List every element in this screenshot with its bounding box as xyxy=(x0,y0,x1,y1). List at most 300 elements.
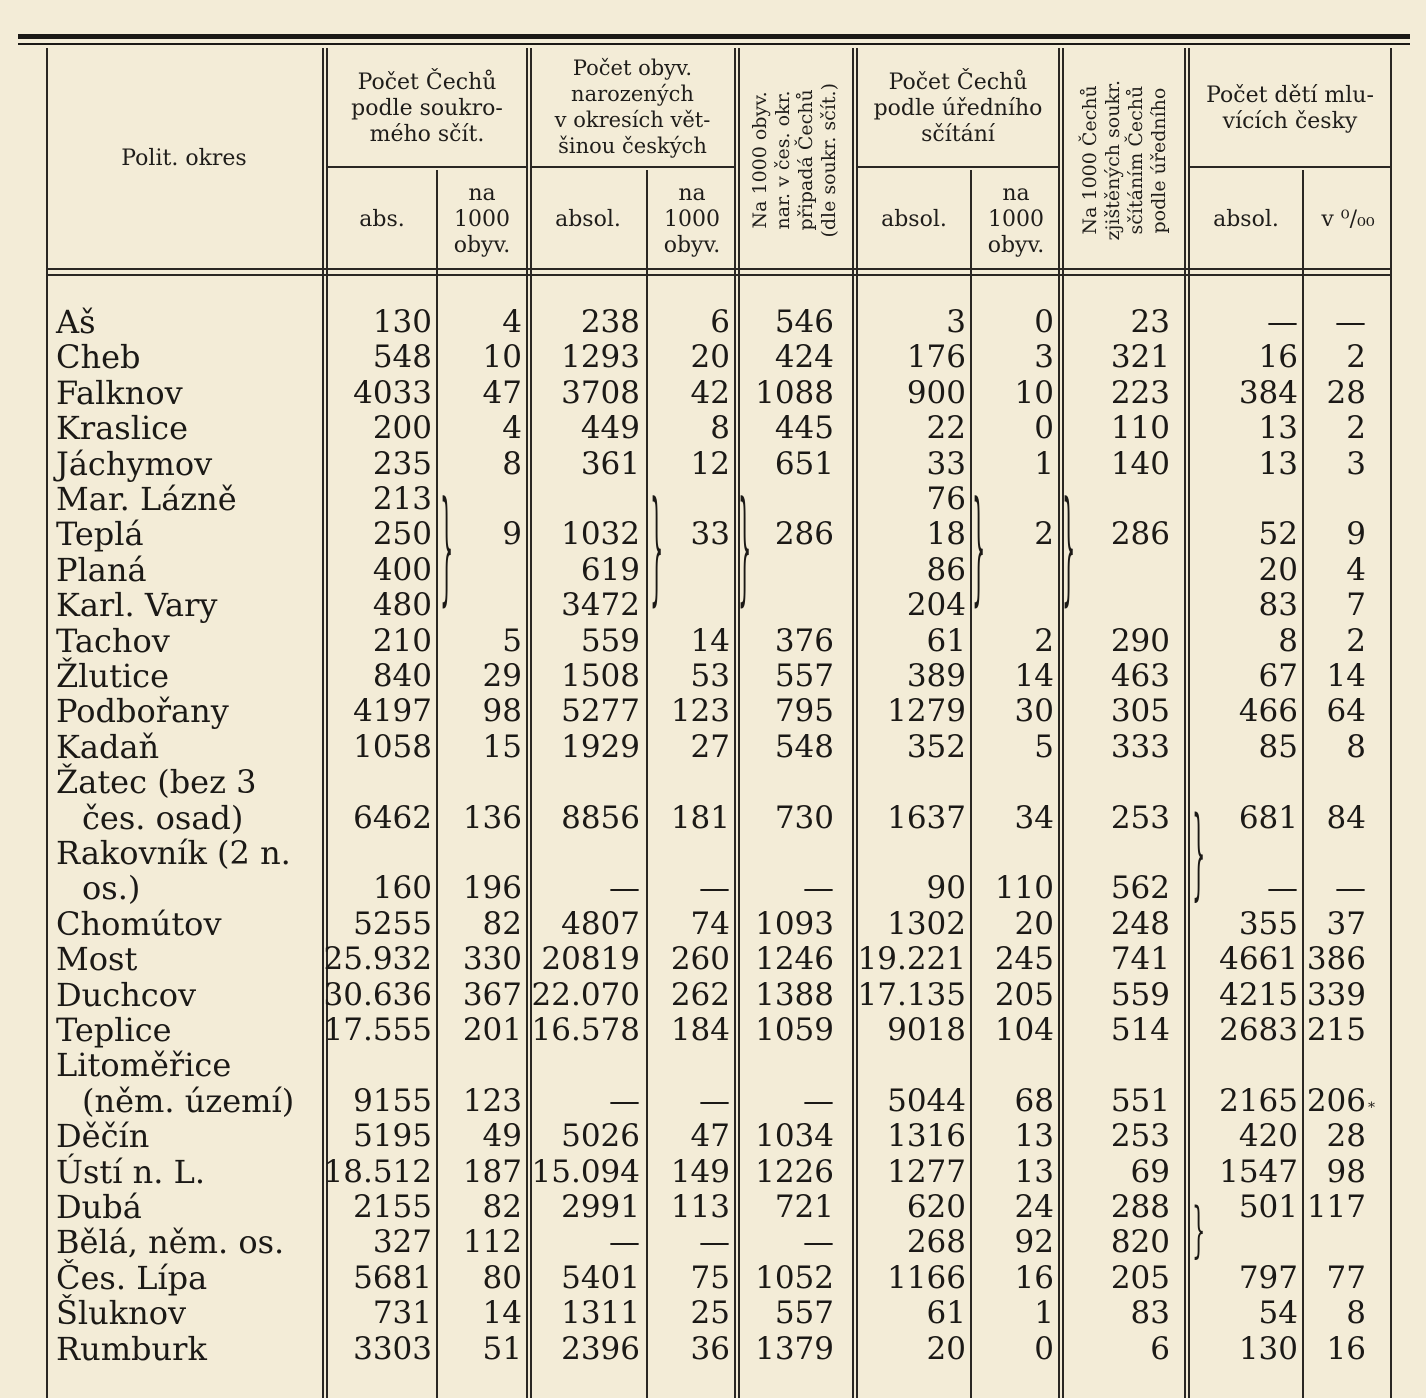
cell-c3: — xyxy=(609,1224,640,1261)
cell-c1: 1058 xyxy=(353,728,432,765)
cell-c5: 286 xyxy=(774,516,834,553)
row-name: Jáchymov xyxy=(56,444,213,483)
cell-c2: 196 xyxy=(462,870,522,907)
header-polit-okres: Polit. okres xyxy=(121,146,247,171)
header-pocet-obyv-narozenych: Počet obyv. narozených v okresích vět- šinou českých xyxy=(554,56,711,158)
cell-c1: 160 xyxy=(372,870,432,907)
cell-c5: 730 xyxy=(774,799,834,836)
table-top-rule-thick xyxy=(18,34,1410,39)
grid-vline xyxy=(1184,48,1186,1398)
cell-c6: 86 xyxy=(926,551,966,588)
subheader-abs: abs. xyxy=(359,207,405,232)
cell-c7: 10 xyxy=(1014,374,1054,411)
cell-c4: 6 xyxy=(710,304,730,340)
cell-c5: 548 xyxy=(774,728,834,765)
cell-c7: 205 xyxy=(994,976,1054,1013)
grid-hline xyxy=(46,274,1390,276)
cell-c9: 355 xyxy=(1238,905,1298,942)
row-name: Kraslice xyxy=(56,409,189,448)
row-name: Falknov xyxy=(56,373,183,412)
cell-c1: 6462 xyxy=(353,799,432,836)
subheader-na1000-b: na 1000 obyv. xyxy=(663,181,721,258)
cell-c7: 110 xyxy=(994,870,1054,907)
row-name: Rakovník (2 n. xyxy=(56,834,291,872)
cell-c8: 559 xyxy=(1110,976,1170,1013)
cell-c2: 330 xyxy=(462,941,522,978)
cell-c3: 3472 xyxy=(561,587,640,624)
grid-vline xyxy=(1062,48,1064,1398)
cell-c2: 80 xyxy=(482,1259,522,1296)
cell-c1: 4197 xyxy=(353,693,432,730)
cell-c5: 795 xyxy=(774,693,834,730)
cell-c5: 1246 xyxy=(755,941,834,978)
cell-c9: 4215 xyxy=(1219,976,1298,1013)
cell-c10: 386 xyxy=(1306,941,1366,978)
row-name: os.) xyxy=(82,869,141,908)
cell-c10: 28 xyxy=(1326,1118,1366,1155)
cell-c8: 514 xyxy=(1110,1012,1170,1048)
cell-c6: 33 xyxy=(926,445,966,482)
row-name: Teplice xyxy=(56,1011,172,1049)
cell-c6: 5044 xyxy=(887,1082,966,1119)
cell-c2: 201 xyxy=(462,1012,522,1048)
brace-na1000-c: } xyxy=(1062,477,1076,622)
grid-hline xyxy=(530,166,734,168)
cell-c4: 25 xyxy=(690,1295,730,1332)
row-name: Žatec (bez 3 xyxy=(56,763,257,802)
cell-c2: 4 xyxy=(502,304,522,340)
row-name: Duchcov xyxy=(56,975,197,1014)
cell-c1: 5681 xyxy=(353,1259,432,1296)
cell-c3: 3708 xyxy=(561,374,640,411)
subheader-promille-d: v ⁰/₀₀ xyxy=(1321,207,1375,232)
header-pocet-cechu-uredni: Počet Čechů podle úředního sčítání xyxy=(873,70,1043,147)
cell-c2: 82 xyxy=(482,1189,522,1225)
row-name: Bělá, něm. os. xyxy=(56,1223,285,1262)
cell-c7: 0 xyxy=(1034,304,1054,340)
cell-c10: 2 xyxy=(1346,622,1366,659)
cell-c2: 49 xyxy=(482,1118,522,1155)
cell-c10: 37 xyxy=(1326,905,1366,942)
cell-c2: 187 xyxy=(462,1153,522,1190)
cell-c8: 741 xyxy=(1110,941,1170,978)
cell-c8: 253 xyxy=(1110,1118,1170,1155)
cell-c6: 1277 xyxy=(887,1153,966,1190)
cell-c6: 268 xyxy=(906,1224,966,1261)
cell-c8: 333 xyxy=(1110,728,1170,765)
grid-vline xyxy=(970,170,972,1398)
cell-c6: 389 xyxy=(906,658,966,694)
cell-c4: 14 xyxy=(690,622,730,659)
brace-absol-b: } xyxy=(650,477,664,622)
cell-c7: 20 xyxy=(1014,905,1054,942)
cell-c4: 42 xyxy=(690,374,730,411)
cell-c7: 245 xyxy=(994,941,1054,978)
cell-c3: 238 xyxy=(580,304,640,340)
cell-c1: 213 xyxy=(372,481,432,517)
cell-c10: 98 xyxy=(1326,1153,1366,1190)
cell-c1: 235 xyxy=(372,445,432,482)
cell-c1: 5255 xyxy=(353,905,432,942)
cell-c1: 9155 xyxy=(353,1082,432,1119)
cell-c4: 27 xyxy=(690,728,730,765)
cell-c6: 22 xyxy=(926,410,966,447)
cell-c6: 17.135 xyxy=(857,976,966,1013)
cell-c8: 463 xyxy=(1110,658,1170,694)
row-name: Chomútov xyxy=(56,904,222,943)
cell-c1: 840 xyxy=(372,658,432,694)
cell-c3: 5401 xyxy=(561,1259,640,1296)
cell-c8: 6 xyxy=(1150,1330,1170,1367)
cell-c9: — xyxy=(1267,304,1298,340)
cell-c5: 445 xyxy=(774,410,834,447)
row-name: Dubá xyxy=(56,1188,142,1226)
cell-c8: 290 xyxy=(1110,622,1170,659)
cell-c10: 8 xyxy=(1346,1295,1366,1332)
cell-c3: 619 xyxy=(580,551,640,588)
cell-c9: 797 xyxy=(1238,1259,1298,1296)
cell-c6: 61 xyxy=(926,622,966,659)
cell-c10: 117 xyxy=(1306,1189,1366,1225)
cell-c8: 253 xyxy=(1110,799,1170,836)
cell-c8: 140 xyxy=(1110,445,1170,482)
cell-c9: 52 xyxy=(1258,516,1298,553)
cell-c4: 123 xyxy=(670,693,730,730)
cell-c6: 20 xyxy=(926,1330,966,1367)
cell-c8: 562 xyxy=(1110,870,1170,907)
cell-c3: 5277 xyxy=(561,693,640,730)
cell-c9: 2165 xyxy=(1219,1082,1298,1119)
brace-deti-zatec: } xyxy=(1192,798,1206,914)
cell-c3: 1293 xyxy=(561,339,640,376)
cell-c7: 5 xyxy=(1034,728,1054,765)
cell-c4: 12 xyxy=(690,445,730,482)
cell-c9: 501 xyxy=(1238,1189,1298,1225)
cell-c7: 1 xyxy=(1034,445,1054,482)
subheader-na1000-c: na 1000 obyv. xyxy=(987,181,1045,258)
cell-c9: 4661 xyxy=(1219,941,1298,978)
cell-c8: 820 xyxy=(1110,1224,1170,1261)
cell-c10: 3 xyxy=(1346,445,1366,482)
cell-c7: 92 xyxy=(1014,1224,1054,1261)
cell-c9: — xyxy=(1267,870,1298,907)
header-pocet-cechu-soukr: Počet Čechů podle soukro- mého sčít. xyxy=(351,70,503,147)
header-na-1000-obyv-nar: Na 1000 obyv. nar. v čes. okr. připadá Čechů (dle soukr. sčít.) xyxy=(749,82,840,238)
cell-c10: 4 xyxy=(1346,551,1366,588)
grid-hline xyxy=(326,166,526,168)
cell-c1: 480 xyxy=(372,587,432,624)
cell-c3: 8856 xyxy=(561,799,640,836)
cell-c6: 176 xyxy=(906,339,966,376)
cell-c10: 14 xyxy=(1326,658,1366,694)
cell-c8: 69 xyxy=(1130,1153,1170,1190)
cell-c7: 13 xyxy=(1014,1153,1054,1190)
cell-c6: 352 xyxy=(906,728,966,765)
cell-c6: 1637 xyxy=(887,799,966,836)
cell-c5: 376 xyxy=(774,622,834,659)
cell-c3: 1929 xyxy=(561,728,640,765)
cell-c5: — xyxy=(803,1224,834,1261)
cell-c3: — xyxy=(609,1082,640,1119)
cell-c1: 250 xyxy=(372,516,432,553)
grid-vline xyxy=(852,48,854,1398)
cell-c2: 10 xyxy=(482,339,522,376)
cell-c6: 204 xyxy=(906,587,966,624)
cell-c9: 16 xyxy=(1258,339,1298,376)
cell-c3: 559 xyxy=(580,622,640,659)
cell-c3: 20819 xyxy=(541,941,640,978)
cell-c6: 90 xyxy=(926,870,966,907)
cell-c1: 327 xyxy=(372,1224,432,1261)
cell-c6: 620 xyxy=(906,1189,966,1225)
grid-vline xyxy=(1058,48,1060,1398)
cell-c10: 64 xyxy=(1326,693,1366,730)
grid-vline xyxy=(1390,48,1392,1398)
cell-c9: 130 xyxy=(1238,1330,1298,1367)
cell-c3: 1508 xyxy=(561,658,640,694)
cell-c4: 262 xyxy=(670,976,730,1013)
cell-c7: 3 xyxy=(1034,339,1054,376)
cell-c1: 210 xyxy=(372,622,432,659)
cell-c6: 9018 xyxy=(887,1012,966,1048)
cell-c1: 2155 xyxy=(353,1189,432,1225)
cell-c1: 17.555 xyxy=(323,1012,432,1048)
cell-c4: 33 xyxy=(690,516,730,553)
cell-c6: 1279 xyxy=(887,693,966,730)
cell-c2: 14 xyxy=(482,1295,522,1332)
cell-c9: 681 xyxy=(1238,799,1298,836)
cell-c9: 83 xyxy=(1258,587,1298,624)
header-pocet-deti: Počet dětí mlu- vících česky xyxy=(1206,83,1374,134)
cell-c2: 4 xyxy=(502,410,522,447)
cell-c1: 4033 xyxy=(353,374,432,411)
row-name: čes. osad) xyxy=(82,798,244,837)
row-name: Tachov xyxy=(56,621,170,660)
cell-c4: 260 xyxy=(670,941,730,978)
cell-c4: 74 xyxy=(690,905,730,942)
cell-c3: 4807 xyxy=(561,905,640,942)
row-name: Mar. Lázně xyxy=(56,480,237,518)
cell-c1: 18.512 xyxy=(323,1153,432,1190)
cell-c3: 2396 xyxy=(561,1330,640,1367)
cell-c1: 400 xyxy=(372,551,432,588)
brace-deti-duba: } xyxy=(1192,1196,1206,1266)
cell-c9: 67 xyxy=(1258,658,1298,694)
cell-c3: 361 xyxy=(580,445,640,482)
cell-c7: 16 xyxy=(1014,1259,1054,1296)
cell-c2: 123 xyxy=(462,1082,522,1119)
brace-absol-c: } xyxy=(972,477,986,622)
cell-c4: 113 xyxy=(670,1189,730,1225)
cell-c10: 215 xyxy=(1306,1012,1366,1048)
cell-c8: 248 xyxy=(1110,905,1170,942)
cell-c6: 61 xyxy=(926,1295,966,1332)
cell-c2: 367 xyxy=(462,976,522,1013)
brace-na1000-b: } xyxy=(738,477,752,622)
cell-c9: 85 xyxy=(1258,728,1298,765)
cell-c1: 30.636 xyxy=(323,976,432,1013)
cell-c7: 14 xyxy=(1014,658,1054,694)
cell-c4: — xyxy=(699,870,730,907)
row-name: Žlutice xyxy=(56,657,170,695)
cell-c3: 22.070 xyxy=(531,976,640,1013)
row-name: Karl. Vary xyxy=(56,586,218,625)
cell-c2: 8 xyxy=(502,445,522,482)
cell-c7: 2 xyxy=(1034,622,1054,659)
cell-c6: 1316 xyxy=(887,1118,966,1155)
cell-c6: 900 xyxy=(906,374,966,411)
cell-c8: 223 xyxy=(1110,374,1170,411)
cell-c8: 110 xyxy=(1110,410,1170,447)
cell-c5: 721 xyxy=(774,1189,834,1225)
cell-c4: 75 xyxy=(690,1259,730,1296)
footnote-mark: * xyxy=(1368,1100,1375,1116)
subheader-absol-b: absol. xyxy=(555,207,621,232)
cell-c8: 288 xyxy=(1110,1189,1170,1225)
grid-vline xyxy=(734,48,736,1398)
row-name: Podbořany xyxy=(56,692,229,731)
subheader-na1000-a: na 1000 obyv. xyxy=(453,181,511,258)
cell-c4: 181 xyxy=(670,799,730,836)
cell-c6: 1166 xyxy=(887,1259,966,1296)
grid-hline xyxy=(856,166,1058,168)
row-name: Kadaň xyxy=(56,727,160,766)
cell-c5: — xyxy=(803,1082,834,1119)
cell-c10: 7 xyxy=(1346,587,1366,624)
cell-c10: — xyxy=(1335,870,1366,907)
cell-c10: 2 xyxy=(1346,410,1366,447)
cell-c2: 112 xyxy=(462,1224,522,1261)
cell-c10: 28 xyxy=(1326,374,1366,411)
row-name: Most xyxy=(56,940,138,979)
cell-c1: 5195 xyxy=(353,1118,432,1155)
cell-c10: 77 xyxy=(1326,1259,1366,1296)
row-name: Aš xyxy=(56,303,96,341)
cell-c6: 1302 xyxy=(887,905,966,942)
cell-c8: 205 xyxy=(1110,1259,1170,1296)
cell-c3: 16.578 xyxy=(531,1012,640,1048)
grid-vline xyxy=(646,170,648,1398)
cell-c9: 8 xyxy=(1278,622,1298,659)
cell-c5: 546 xyxy=(774,304,834,340)
row-name: Rumburk xyxy=(56,1329,207,1368)
cell-c2: 47 xyxy=(482,374,522,411)
cell-c5: 424 xyxy=(774,339,834,376)
cell-c2: 82 xyxy=(482,905,522,942)
subheader-absol-d: absol. xyxy=(1213,207,1279,232)
row-name: Teplá xyxy=(56,515,144,554)
cell-c4: 36 xyxy=(690,1330,730,1367)
cell-c4: 47 xyxy=(690,1118,730,1155)
cell-c1: 3303 xyxy=(353,1330,432,1367)
subheader-absol-c: absol. xyxy=(881,207,947,232)
cell-c5: 1059 xyxy=(755,1012,834,1048)
cell-c7: 1 xyxy=(1034,1295,1054,1332)
cell-c3: 2991 xyxy=(561,1189,640,1225)
cell-c1: 548 xyxy=(372,339,432,376)
cell-c3: 1032 xyxy=(561,516,640,553)
cell-c8: 286 xyxy=(1110,516,1170,553)
cell-c3: 1311 xyxy=(561,1295,640,1332)
cell-c3: 449 xyxy=(580,410,640,447)
cell-c5: 1034 xyxy=(755,1118,834,1155)
cell-c7: 68 xyxy=(1014,1082,1054,1119)
grid-hline xyxy=(1188,166,1390,168)
cell-c7: 104 xyxy=(994,1012,1054,1048)
cell-c7: 2 xyxy=(1034,516,1054,553)
cell-c8: 551 xyxy=(1110,1082,1170,1119)
cell-c7: 30 xyxy=(1014,693,1054,730)
cell-c3: 15.094 xyxy=(531,1153,640,1190)
table-top-rule-thin xyxy=(18,43,1410,45)
row-name: Litoměřice xyxy=(56,1046,232,1085)
cell-c3: 5026 xyxy=(561,1118,640,1155)
grid-vline xyxy=(322,48,324,1398)
cell-c4: 53 xyxy=(690,658,730,694)
cell-c6: 3 xyxy=(946,304,966,340)
cell-c2: 5 xyxy=(502,622,522,659)
cell-c5: 1093 xyxy=(755,905,834,942)
cell-c5: 1226 xyxy=(755,1153,834,1190)
cell-c4: — xyxy=(699,1224,730,1261)
cell-c10: — xyxy=(1335,304,1366,340)
cell-c10: 2 xyxy=(1346,339,1366,376)
cell-c2: 29 xyxy=(482,658,522,694)
cell-c1: 731 xyxy=(372,1295,432,1332)
cell-c2: 136 xyxy=(462,799,522,836)
cell-c4: — xyxy=(699,1082,730,1119)
row-name: Šluknov xyxy=(56,1294,187,1333)
cell-c9: 420 xyxy=(1238,1118,1298,1155)
cell-c7: 34 xyxy=(1014,799,1054,836)
row-name: Cheb xyxy=(56,338,141,377)
cell-c4: 8 xyxy=(710,410,730,447)
cell-c10: 206 xyxy=(1306,1082,1366,1119)
cell-c9: 1547 xyxy=(1219,1153,1298,1190)
cell-c4: 149 xyxy=(670,1153,730,1190)
cell-c9: 54 xyxy=(1258,1295,1298,1332)
row-name: Planá xyxy=(56,550,147,589)
cell-c5: 557 xyxy=(774,658,834,694)
cell-c5: 651 xyxy=(774,445,834,482)
cell-c1: 130 xyxy=(372,304,432,340)
header-na-1000-cechu-zjist: Na 1000 Čechů zjištěných soukr. sčítáním Čechů podle úředního xyxy=(1079,79,1170,241)
cell-c10: 9 xyxy=(1346,516,1366,553)
cell-c10: 8 xyxy=(1346,728,1366,765)
cell-c4: 184 xyxy=(670,1012,730,1048)
cell-c5: 1052 xyxy=(755,1259,834,1296)
row-name: Ústí n. L. xyxy=(56,1152,206,1191)
cell-c6: 19.221 xyxy=(857,941,966,978)
cell-c10: 84 xyxy=(1326,799,1366,836)
cell-c1: 25.932 xyxy=(323,941,432,978)
cell-c5: 1388 xyxy=(755,976,834,1013)
cell-c5: 1088 xyxy=(755,374,834,411)
cell-c9: 466 xyxy=(1238,693,1298,730)
cell-c6: 18 xyxy=(926,516,966,553)
cell-c5: 557 xyxy=(774,1295,834,1332)
cell-c9: 20 xyxy=(1258,551,1298,588)
cell-c9: 384 xyxy=(1238,374,1298,411)
grid-vline xyxy=(436,170,438,1398)
row-name: Čes. Lípa xyxy=(56,1258,208,1297)
cell-c9: 13 xyxy=(1258,445,1298,482)
cell-c9: 2683 xyxy=(1219,1012,1298,1048)
cell-c2: 9 xyxy=(502,516,522,553)
cell-c2: 15 xyxy=(482,728,522,765)
cell-c7: 24 xyxy=(1014,1189,1054,1225)
cell-c2: 98 xyxy=(482,693,522,730)
